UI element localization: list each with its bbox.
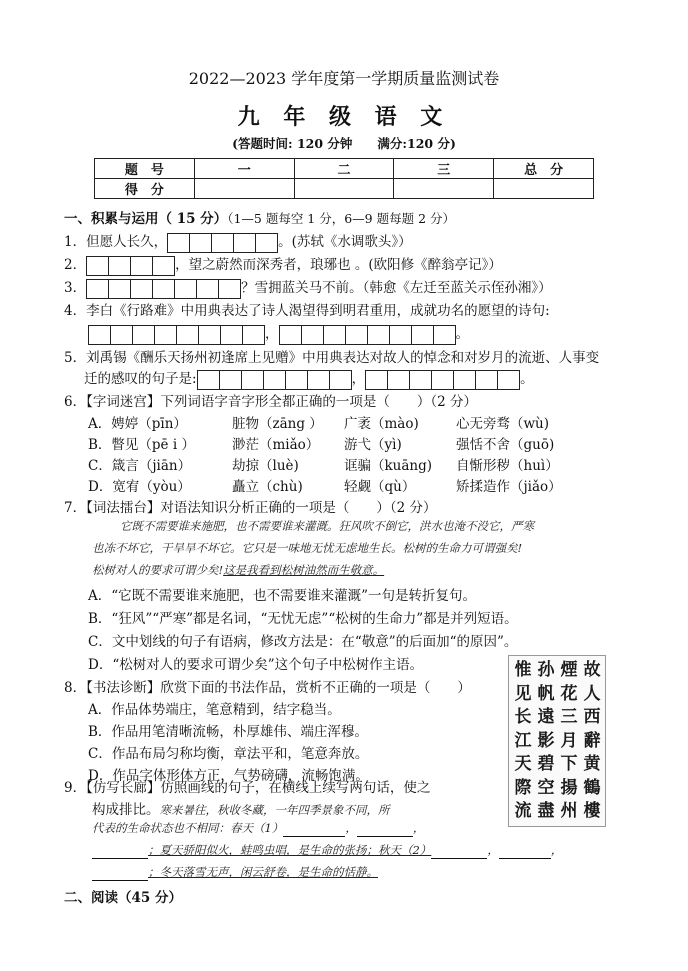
question-9-line: ；夏天骄阳似火，蛙鸣虫唱，是生命的张扬；秋天（2） ， ， [92, 842, 562, 859]
option-b-word: 渺茫（miǎo） [232, 437, 320, 453]
question-text: 构成排比。 [92, 802, 160, 818]
option-b[interactable]: B．瞥见（pē i ） [88, 437, 195, 453]
option-c[interactable]: C．文中划线的句子有语病，修改方法是：在“敬意”的后面加“的原因”。 [88, 634, 518, 650]
option-a[interactable]: A．娉婷（pīn） [88, 416, 187, 432]
question-9-line [92, 798, 390, 818]
score-table-score-row [95, 179, 594, 199]
question-6-stem: 6．【字词迷宫】下列词语字音字形全都正确的一项是（ ）（2 分） [64, 394, 477, 410]
option-a-word: 广袤（mào) [344, 416, 419, 432]
calligraphy-char: 揚 [560, 777, 578, 798]
passage-line [92, 562, 384, 578]
calligraphy-char: 天 [514, 754, 532, 774]
option-d[interactable]: D．作品字体形体方正，气势磅礴，流畅饱满。 [88, 768, 369, 784]
option-b[interactable]: B．作品用笔清晰流畅，朴厚雄伟、端庄浑穆。 [88, 724, 368, 740]
calligraphy-char: 遠 [537, 707, 555, 727]
question-5-stem: 5．刘禹锡《酬乐天扬州初逢席上见赠》中用典表达对故人的悼念和对岁月的流逝、人事变 [64, 350, 600, 366]
underlined-sentence: 这是我看到松树油然而生敬意。 [223, 563, 385, 577]
score-input-cell[interactable] [194, 179, 294, 199]
calligraphy-char: 州 [560, 801, 578, 821]
score-table [94, 158, 594, 199]
answer-boxes[interactable] [197, 370, 352, 390]
calligraphy-char: 孙 [537, 660, 555, 680]
calligraphy-char: 惟 [514, 660, 532, 680]
underlined-sentence: ；冬天落雪无声，闲云舒卷，是生命的恬静。 [148, 865, 378, 879]
answer-boxes[interactable] [167, 233, 278, 253]
option-a[interactable]: A．“它既不需要谁来施肥，也不需要谁来灌溉”一句是转折复句。 [88, 588, 477, 604]
answer-blank[interactable] [499, 842, 551, 859]
question-text: 2． [64, 257, 87, 273]
passage-text: 寒来暑往，秋收冬藏，一年四季景象不同，所 [159, 803, 390, 817]
underlined-sentence: ；夏天骄阳似火，蛙鸣虫唱，是生命的张扬；秋天（2） [148, 843, 432, 857]
question-7-stem: 7．【词法擂台】对语法知识分析正确的一项是（ ）（2 分） [64, 500, 437, 516]
calligraphy-char: 煙 [560, 660, 578, 680]
answer-blank[interactable] [431, 842, 487, 859]
score-table-header-row [95, 159, 594, 179]
answer-blank[interactable] [92, 842, 148, 859]
answer-boxes[interactable] [86, 279, 241, 299]
option-c-word: 劫掠（luè) [232, 458, 299, 474]
score-table-cell: 总 分 [494, 159, 594, 179]
question-8-stem: 8．【书法诊断】欣赏下面的书法作品，赏析不正确的一项是（ ） [64, 680, 471, 696]
section-heading: 一、积累与运用（ 15 分） [64, 211, 228, 227]
question-text: 1．但愿人长久， [64, 234, 168, 250]
question-text: ，望之蔚然而深秀者，琅琊也 。(欧阳修《醉翁亭记》） [175, 257, 502, 273]
option-d-word: 矗立（chù) [232, 479, 303, 495]
calligraphy-char: 西 [583, 707, 601, 727]
subject-title: 九 年 级 语 文 [237, 104, 451, 130]
answer-boxes[interactable] [279, 325, 456, 345]
calligraphy-char: 樓 [583, 801, 601, 821]
calligraphy-char: 碧 [537, 754, 555, 774]
question-2 [64, 253, 502, 276]
option-a-word: 心无旁骛（wù) [456, 416, 550, 432]
calligraphy-char: 盡 [537, 801, 555, 821]
score-table-cell: 一 [194, 159, 294, 179]
option-a-word: 脏物（zāng ） [232, 416, 323, 432]
score-input-cell[interactable] [294, 179, 394, 199]
option-d-word: 轻觑（qù） [344, 479, 416, 495]
answer-boxes[interactable] [86, 256, 175, 276]
calligraphy-char: 江 [514, 730, 532, 751]
answer-blank[interactable] [283, 820, 345, 837]
answer-blank[interactable] [357, 820, 413, 837]
calligraphy-char: 下 [560, 754, 578, 774]
option-c[interactable]: C．箴言（jiān） [88, 458, 192, 474]
calligraphy-char: 黄 [583, 754, 601, 774]
score-table-cell: 二 [294, 159, 394, 179]
calligraphy-artwork [508, 655, 606, 827]
question-4-answer [88, 322, 469, 345]
question-text: ？雪拥蓝关马不前。（韩愈《左迁至蓝关示侄孙湘》） [241, 280, 552, 296]
section2-heading: 二、阅读（45 分） [64, 890, 182, 906]
option-c[interactable]: C．作品布局匀称均衡，章法平和，笔意奔放。 [88, 746, 369, 762]
calligraphy-char: 鶴 [583, 777, 601, 798]
question-1 [64, 230, 412, 253]
question-9-line [92, 864, 378, 881]
calligraphy-char: 流 [514, 801, 532, 821]
passage-line: 也冻不坏它，干旱旱不坏它。它只是一味地无忧无虑地生长。松树的生命力可谓强矣! [92, 541, 523, 555]
calligraphy-char: 帆 [537, 683, 555, 704]
calligraphy-column [535, 659, 557, 824]
option-c-word: 自惭形秽（huì） [456, 458, 559, 474]
calligraphy-char: 三 [560, 707, 578, 727]
answer-boxes[interactable] [88, 325, 265, 345]
question-text: ， [265, 326, 279, 342]
time-info: (答题时间: 120 分钟 满分:120 分) [232, 136, 456, 151]
section-note: （1—5 题每空 1 分，6—9 题每题 2 分） [227, 211, 455, 226]
score-input-cell[interactable] [494, 179, 594, 199]
answer-blank[interactable] [92, 864, 148, 881]
calligraphy-char: 空 [537, 777, 555, 798]
calligraphy-char: 影 [537, 730, 555, 751]
question-5-answer [84, 367, 534, 390]
option-c-word: 诓骗（kuāng) [344, 458, 433, 474]
calligraphy-char: 长 [514, 707, 532, 727]
calligraphy-column [558, 659, 580, 824]
option-d[interactable]: D．宽宥（yòu） [88, 479, 191, 495]
question-text: ， [351, 371, 366, 387]
question-text: 。 [520, 371, 534, 387]
score-table-cell: 得 分 [95, 179, 195, 199]
question-4-stem: 4．李白《行路难》中用典表达了诗人渴望得到明君重用，成就功名的愿望的诗句: [64, 303, 550, 319]
calligraphy-char: 见 [514, 683, 532, 704]
score-table-cell: 三 [394, 159, 494, 179]
question-9-stem: 9．【仿写长廊】仿照画线的句子，在横线上续写两句话，使之 [64, 780, 431, 796]
option-b-word: 游弋（yì) [344, 437, 402, 453]
calligraphy-char: 際 [514, 777, 532, 798]
option-b[interactable]: B．“狂风”“严寒”都是名词，“无忧无虑”“松树的生命力”都是并列短语。 [88, 611, 518, 627]
exam-title: 2022—2023 学年度第一学期质量监测试卷 [188, 69, 500, 88]
calligraphy-column [581, 659, 603, 824]
calligraphy-char: 花 [560, 683, 578, 704]
option-d[interactable]: D．“松树对人的要求可谓少矣”这个句子中松树作主语。 [88, 657, 424, 673]
passage-text: 松树对人的要求可谓少矣! [92, 563, 224, 577]
answer-boxes[interactable] [365, 370, 520, 390]
question-3 [64, 276, 552, 299]
score-table-cell: 题 号 [95, 159, 195, 179]
calligraphy-char: 月 [560, 730, 578, 751]
calligraphy-char: 故 [583, 660, 601, 680]
calligraphy-char: 辭 [583, 730, 601, 751]
question-text: 迁的感叹的句子是: [84, 371, 197, 387]
question-text: 3． [64, 280, 87, 296]
passage-line: 它既不需要谁来施肥，也不需要谁来灌溉。狂风吹不倒它，洪水也淹不没它，严寒 [120, 519, 534, 533]
section1-heading-line [64, 207, 455, 227]
option-a[interactable]: A．作品体势端庄，笔意精到，结字稳当。 [88, 702, 341, 718]
question-text: 。(苏轼《水调歌头》） [278, 234, 412, 250]
question-9-line: 代表的生命状态也不相同：春天（1） ， ， [92, 821, 425, 835]
calligraphy-column [512, 659, 534, 824]
calligraphy-char: 人 [583, 683, 601, 704]
option-d-word: 矫揉造作（jiǎo） [456, 479, 562, 495]
option-b-word: 强恬不舍（guō) [456, 437, 555, 453]
passage-text: 代表的生命状态也不相同：春天（1） [92, 821, 284, 835]
question-text: 。 [455, 326, 469, 342]
score-input-cell[interactable] [394, 179, 494, 199]
